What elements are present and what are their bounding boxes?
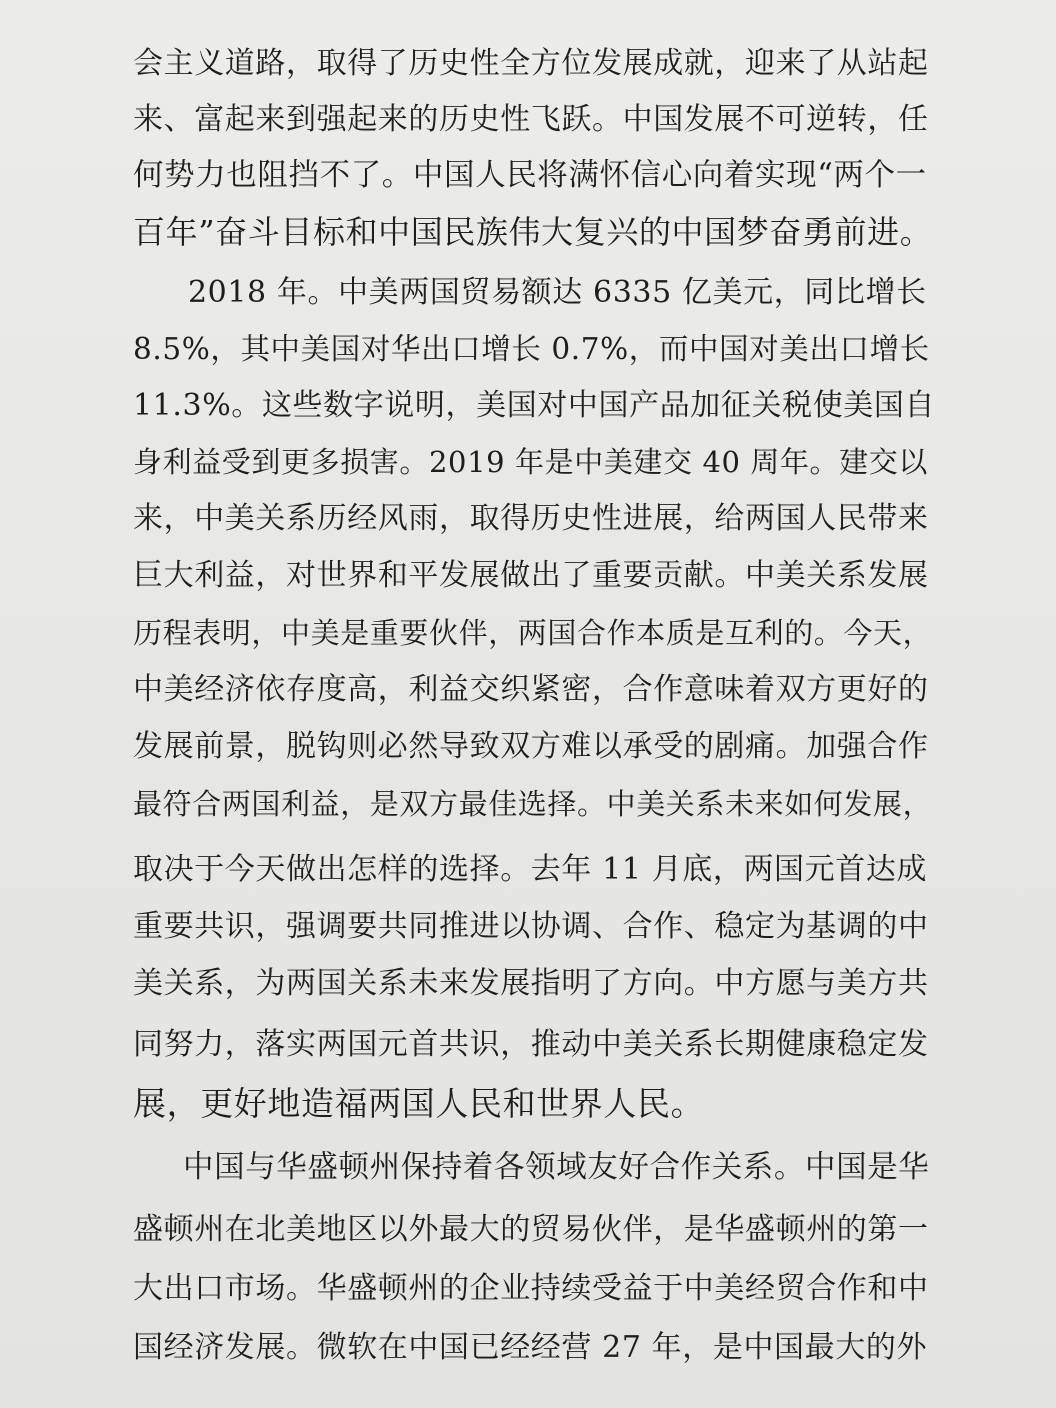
text-line: 会主义道路，取得了历史性全方位发展成就，迎来了从站起 (133, 46, 929, 81)
text-line: 中国与华盛顿州保持着各领域友好合作关系。中国是华 (183, 1150, 930, 1185)
text-line: 美关系，为两国关系未来发展指明了方向。中方愿与美方共 (133, 966, 929, 1001)
text-line: 国经济发展。微软在中国已经经营 27 年，是中国最大的外 (133, 1330, 928, 1365)
text-line: 中美经济依存度高，利益交织紧密，合作意味着双方更好的 (133, 672, 929, 707)
text-line: 发展前景，脱钩则必然导致双方难以承受的剧痛。加强合作 (133, 729, 929, 764)
text-line: 巨大利益，对世界和平发展做出了重要贡献。中美关系发展 (133, 558, 929, 593)
text-line: 11.3%。这些数字说明，美国对中国产品加征关税使美国自 (133, 388, 936, 423)
text-line: 大出口市场。华盛顿州的企业持续受益于中美经贸合作和中 (133, 1271, 929, 1306)
text-line: 展，更好地造福两国人民和世界人民。 (133, 1084, 705, 1123)
text-line: 2018 年。中美两国贸易额达 6335 亿美元，同比增长 (188, 275, 927, 310)
text-line: 何势力也阻挡不了。中国人民将满怀信心向着实现“两个一 (133, 158, 927, 193)
text-line: 重要共识，强调要共同推进以协调、合作、稳定为基调的中 (133, 909, 929, 944)
text-line: 来、富起来到强起来的历史性飞跃。中国发展不可逆转，任 (133, 102, 929, 137)
text-line: 来，中美关系历经风雨，取得历史性进展，给两国人民带来 (133, 501, 929, 536)
text-line: 历程表明，中美是重要伙伴，两国合作本质是互利的。今天， (133, 616, 933, 650)
text-line: 百年”奋斗目标和中国民族伟大复兴的中国梦奋勇前进。 (133, 213, 933, 251)
text-line: 身利益受到更多损害。2019 年是中美建交 40 周年。建交以 (133, 445, 928, 479)
text-line: 最符合两国利益，是双方最佳选择。中美关系未来如何发展， (133, 787, 933, 821)
text-line: 盛顿州在北美地区以外最大的贸易伙伴，是华盛顿州的第一 (133, 1212, 929, 1247)
text-line: 取决于今天做出怎样的选择。去年 11 月底，两国元首达成 (133, 852, 928, 887)
text-line: 同努力，落实两国元首共识，推动中美关系长期健康稳定发 (133, 1027, 929, 1062)
text-line: 8.5%，其中美国对华出口增长 0.7%，而中国对美出口增长 (133, 332, 930, 366)
